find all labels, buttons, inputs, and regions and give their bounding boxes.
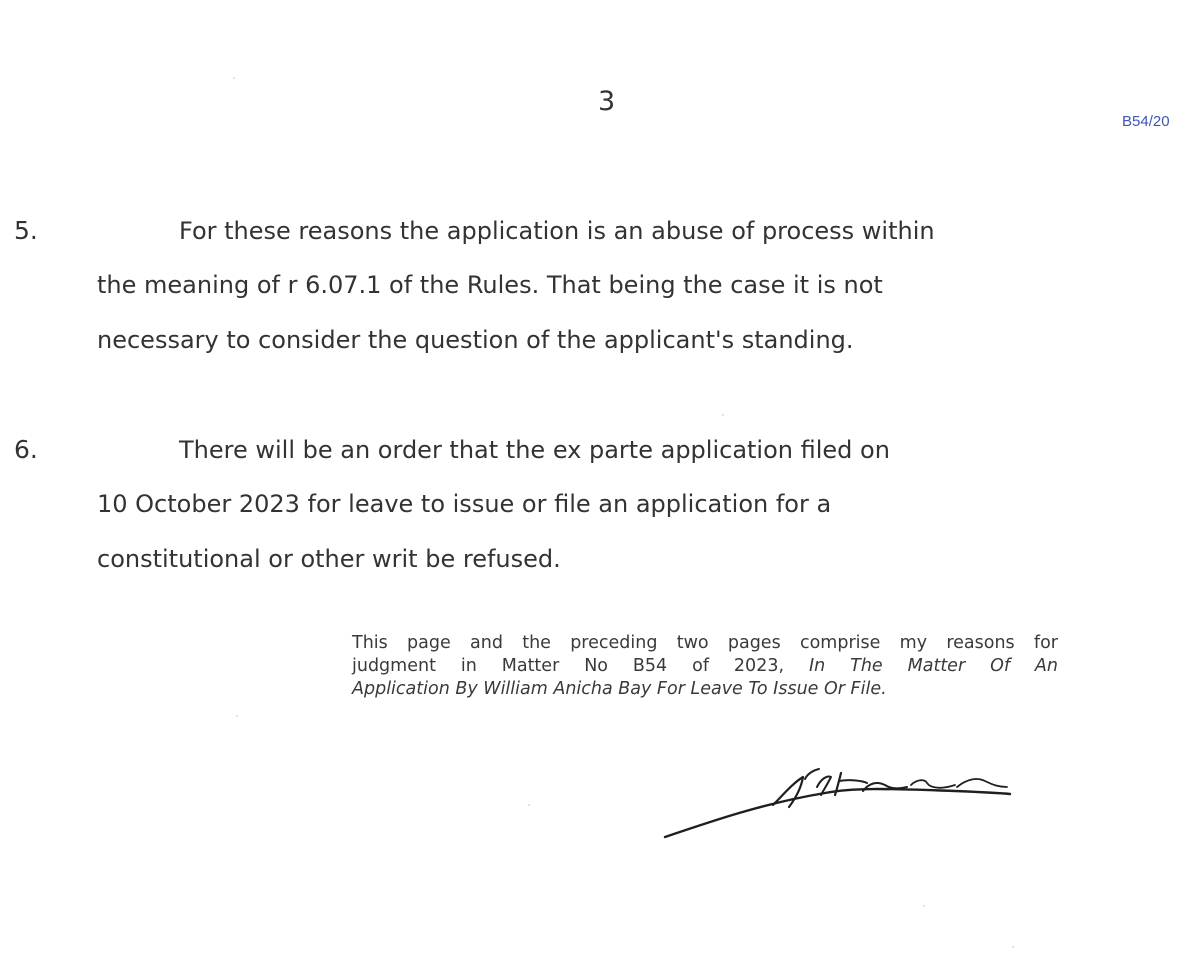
- scan-speck: [528, 804, 530, 806]
- paragraph-line: constitutional or other writ be refused.: [97, 545, 561, 573]
- certification-text: judgment in Matter No B54 of 2023,: [352, 656, 785, 676]
- certification-line: [352, 678, 1058, 701]
- page-number: 3: [598, 86, 616, 117]
- paragraph-line: There will be an order that the ex parte application filed on: [179, 436, 890, 464]
- paragraph-number: 6.: [14, 435, 38, 464]
- signature: [655, 765, 1015, 850]
- matter-title: In The Matter Of An: [808, 656, 1058, 676]
- certification-line: [352, 655, 1058, 678]
- scan-speck: [722, 414, 724, 416]
- paragraph-line: the meaning of r 6.07.1 of the Rules. That being the case it is not: [97, 271, 883, 299]
- certification-line: This page and the preceding two pages comprise my reasons for: [352, 633, 1058, 653]
- scan-speck: [236, 715, 238, 717]
- paragraph-number: 5.: [14, 216, 38, 245]
- matter-title: Application By William Anicha Bay For Leave To Issue Or File.: [352, 679, 887, 699]
- file-reference: B54/20: [1122, 113, 1170, 130]
- paragraph-line: 10 October 2023 for leave to issue or file an application for a: [97, 490, 832, 518]
- scan-speck: [233, 77, 235, 79]
- certification-note: [352, 632, 1058, 701]
- scan-speck: [1012, 946, 1014, 948]
- scan-speck: [923, 905, 925, 907]
- paragraph-line: necessary to consider the question of the applicant's standing.: [97, 326, 854, 354]
- paragraph-line: For these reasons the application is an abuse of process within: [179, 217, 935, 245]
